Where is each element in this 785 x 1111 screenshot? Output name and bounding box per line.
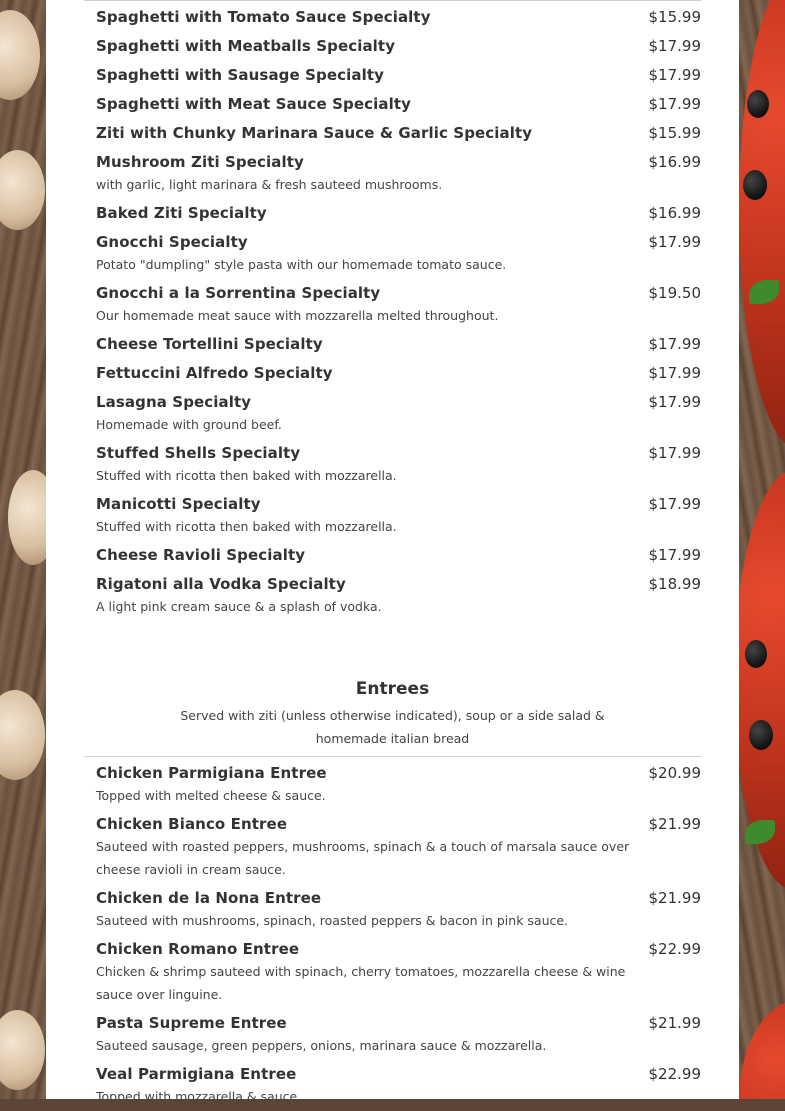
menu-item-price: $22.99 [648, 1065, 701, 1083]
menu-item [84, 884, 701, 935]
menu-item-row [96, 90, 701, 119]
menu-item-name: Chicken Bianco Entree [96, 815, 288, 833]
menu-item [84, 935, 701, 1009]
menu-item-row [96, 330, 701, 359]
menu-item [84, 810, 701, 884]
olive-image [745, 640, 767, 668]
menu-item [84, 119, 701, 148]
menu-item-description: A light pink cream sauce & a splash of vodka. [96, 599, 382, 614]
menu-item-price: $21.99 [648, 1014, 701, 1032]
menu-item-name: Chicken de la Nona Entree [96, 889, 322, 907]
menu-item [84, 759, 701, 810]
menu-item-row [96, 119, 701, 148]
menu-item-price: $21.99 [648, 889, 701, 907]
menu-item-price: $17.99 [648, 335, 701, 353]
menu-item-description: Sauteed sausage, green peppers, onions, marinara sauce & mozzarella. [96, 1038, 547, 1053]
menu-item-row [96, 32, 701, 61]
menu-item-name: Chicken Parmigiana Entree [96, 764, 327, 782]
menu-page [46, 0, 739, 1104]
menu-item [84, 439, 701, 490]
menu-item-description: with garlic, light marinara & fresh sauteed mushrooms. [96, 177, 443, 192]
menu-item-name: Spaghetti with Meatballs Specialty [96, 37, 396, 55]
menu-item-price: $22.99 [648, 940, 701, 958]
menu-item-price: $15.99 [648, 124, 701, 142]
mushroom-image [0, 10, 40, 100]
pizza-image [739, 1000, 785, 1099]
mushroom-image [8, 470, 46, 565]
menu-content [84, 0, 701, 1111]
menu-item [84, 541, 701, 570]
menu-item [84, 359, 701, 388]
pizza-background-right [739, 0, 785, 1099]
menu-item-description: Potato "dumpling" style pasta with our homemade tomato sauce. [96, 257, 507, 272]
menu-item-price: $16.99 [648, 204, 701, 222]
menu-item-price: $19.50 [648, 284, 701, 302]
menu-item-name: Spaghetti with Sausage Specialty [96, 66, 384, 84]
menu-item [84, 148, 701, 199]
menu-item [84, 1009, 701, 1060]
menu-item-name: Manicotti Specialty [96, 495, 261, 513]
menu-item-name: Veal Parmigiana Entree [96, 1065, 297, 1083]
menu-item-price: $17.99 [648, 364, 701, 382]
menu-item-price: $16.99 [648, 153, 701, 171]
mushroom-image [0, 150, 45, 230]
menu-item-name: Gnocchi Specialty [96, 233, 248, 251]
wood-background-left [0, 0, 46, 1099]
menu-item-description: Chicken & shrimp sauteed with spinach, cherry tomatoes, mozzarella cheese & wine sauce over linguine. [96, 964, 626, 1002]
menu-item [84, 388, 701, 439]
menu-item-name: Chicken Romano Entree [96, 940, 300, 958]
menu-item-description: Topped with mozzarella & sauce. [96, 1089, 302, 1104]
menu-item-name: Mushroom Ziti Specialty [96, 153, 304, 171]
menu-item-row [96, 61, 701, 90]
menu-item [84, 490, 701, 541]
menu-item-price: $17.99 [648, 37, 701, 55]
menu-item-price: $21.99 [648, 815, 701, 833]
menu-item-price: $17.99 [648, 233, 701, 251]
olive-image [747, 90, 769, 118]
menu-item-name: Cheese Tortellini Specialty [96, 335, 323, 353]
menu-item-price: $20.99 [648, 764, 701, 782]
menu-item [84, 3, 701, 32]
menu-item-description: Stuffed with ricotta then baked with mozzarella. [96, 519, 397, 534]
menu-item [84, 199, 701, 228]
menu-item-name: Baked Ziti Specialty [96, 204, 267, 222]
menu-item-price: $17.99 [648, 546, 701, 564]
menu-item-description: Homemade with ground beef. [96, 417, 282, 432]
menu-item-name: Lasagna Specialty [96, 393, 252, 411]
menu-item [84, 279, 701, 330]
menu-item-description: Sauteed with mushrooms, spinach, roasted peppers & bacon in pink sauce. [96, 913, 569, 928]
section-title-entrees: Entrees [355, 679, 430, 699]
pasta-specialty-list [84, 1, 701, 621]
mushroom-image [0, 690, 45, 780]
menu-item-name: Spaghetti with Meat Sauce Specialty [96, 95, 411, 113]
mushroom-image [0, 1010, 45, 1090]
menu-item-price: $17.99 [648, 66, 701, 84]
menu-item-price: $15.99 [648, 8, 701, 26]
olive-image [749, 720, 773, 750]
menu-item-name: Ziti with Chunky Marinara Sauce & Garlic Specialty [96, 124, 533, 142]
menu-item-price: $17.99 [648, 444, 701, 462]
menu-item-row [96, 3, 701, 32]
pizza-image [739, 0, 785, 450]
menu-item-description: Sauteed with roasted peppers, mushrooms, spinach & a touch of marsala sauce over cheese ravioli in cream sauce. [96, 839, 630, 877]
menu-item [84, 61, 701, 90]
menu-item-name: Rigatoni alla Vodka Specialty [96, 575, 346, 593]
menu-item-price: $17.99 [648, 95, 701, 113]
menu-item [84, 570, 701, 621]
menu-item [84, 32, 701, 61]
menu-item-name: Gnocchi a la Sorrentina Specialty [96, 284, 381, 302]
menu-item-description: Topped with melted cheese & sauce. [96, 788, 326, 803]
menu-item-row [96, 359, 701, 388]
menu-item-name: Fettuccini Alfredo Specialty [96, 364, 333, 382]
menu-item-description: Our homemade meat sauce with mozzarella melted throughout. [96, 308, 499, 323]
menu-item-name: Spaghetti with Tomato Sauce Specialty [96, 8, 431, 26]
menu-item-name: Stuffed Shells Specialty [96, 444, 301, 462]
menu-item [84, 1060, 701, 1111]
menu-item [84, 330, 701, 359]
entree-list [84, 757, 701, 1111]
menu-item [84, 90, 701, 119]
menu-item-price: $17.99 [648, 393, 701, 411]
menu-item-description: Stuffed with ricotta then baked with mozzarella. [96, 468, 397, 483]
menu-item-name: Pasta Supreme Entree [96, 1014, 287, 1032]
menu-item-price: $17.99 [648, 495, 701, 513]
olive-image [743, 170, 767, 200]
menu-item-row [96, 199, 701, 228]
menu-item [84, 228, 701, 279]
menu-item-name: Cheese Ravioli Specialty [96, 546, 306, 564]
section-subtitle-entrees: Served with ziti (unless otherwise indicated), soup or a side salad & homemade italian bread [180, 708, 605, 746]
menu-item-row [96, 541, 701, 570]
menu-item-price: $18.99 [648, 575, 701, 593]
